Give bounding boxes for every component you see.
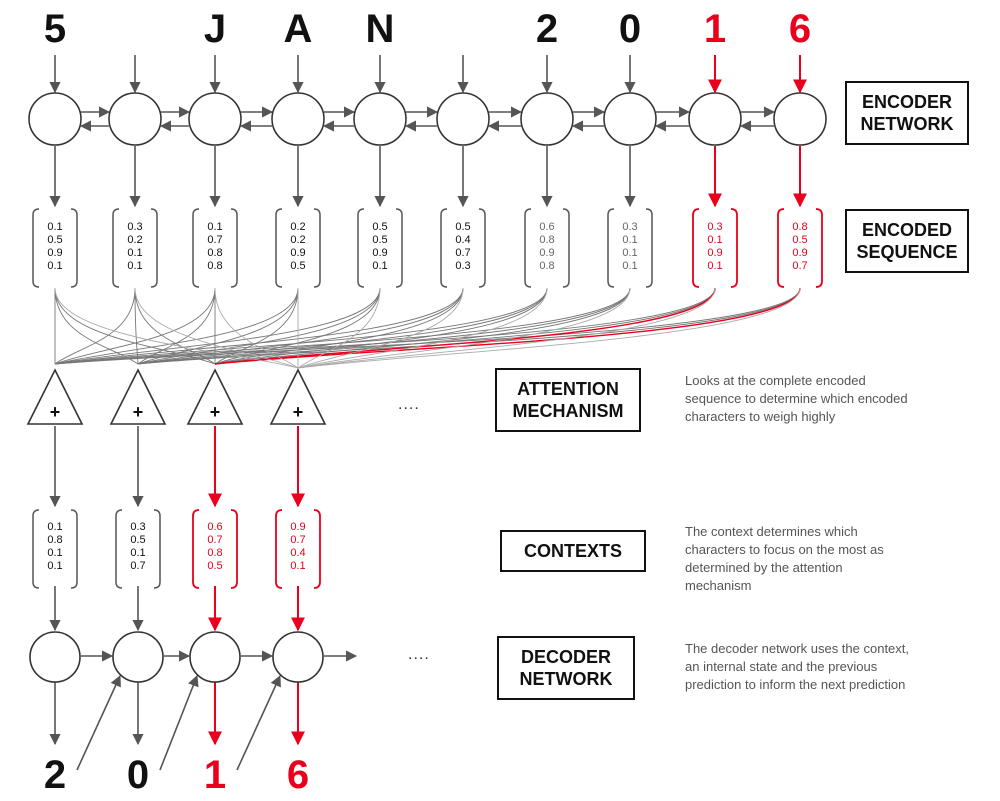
vector-value: 0.2	[290, 234, 306, 246]
attention-description	[685, 372, 975, 426]
output-char: 1	[203, 753, 227, 797]
vector-value: 0.1	[372, 260, 388, 272]
vector-value: 0.1	[47, 560, 63, 572]
vector-value: 0.1	[622, 234, 638, 246]
encoder-label-line-2: NETWORK	[860, 114, 954, 134]
vector-value: 0.9	[290, 521, 306, 533]
vector-value: 0.5	[47, 234, 63, 246]
decoder-description-line: The decoder network uses the context,	[685, 641, 910, 656]
attention-label-line-1: ATTENTION	[517, 379, 619, 399]
decoder-network-label	[497, 636, 635, 700]
vector-value: 0.8	[539, 260, 555, 272]
decoder-label-line-1: DECODER	[520, 647, 611, 667]
encoded-vector	[695, 221, 735, 273]
input-char: 0	[618, 7, 642, 51]
vector-value: 0.9	[792, 247, 808, 259]
vector-value: 0.3	[130, 521, 146, 533]
contexts-description-line: characters to focus on the most as	[685, 542, 884, 557]
vector-value: 0.4	[290, 547, 306, 559]
input-char: 2	[535, 7, 559, 51]
encoded-vector	[443, 221, 483, 273]
vector-value: 0.8	[47, 534, 63, 546]
decoder-node	[30, 632, 80, 682]
decoder-label-line-2: NETWORK	[519, 669, 613, 689]
vector-value: 0.8	[207, 260, 223, 272]
contexts-description-line: mechanism	[685, 578, 752, 593]
output-char: 2	[43, 753, 67, 797]
encoded-label-line-2: SEQUENCE	[856, 242, 958, 262]
output-char: 6	[286, 753, 310, 797]
vector-value: 0.5	[372, 234, 388, 246]
contexts-label-line-1: CONTEXTS	[523, 541, 622, 561]
vector-value: 0.1	[290, 560, 306, 572]
vector-value: 0.9	[372, 247, 388, 259]
vector-value: 0.5	[455, 221, 471, 233]
output-char: 0	[126, 753, 150, 797]
vector-value: 0.2	[127, 234, 143, 246]
encoded-vector	[610, 221, 650, 273]
contexts-description-line: The context determines which	[685, 524, 858, 539]
decoder-description-line: an internal state and the previous	[685, 659, 878, 674]
vector-value: 0.9	[290, 247, 306, 259]
attention-mechanism-label	[495, 368, 641, 432]
attention-weight-line	[298, 288, 630, 368]
vector-value: 0.5	[130, 534, 146, 546]
vector-value: 0.5	[207, 560, 223, 572]
encoded-vector	[195, 221, 235, 273]
encoded-label-line-1: ENCODED	[861, 220, 952, 240]
decoder-node	[190, 632, 240, 682]
vector-value: 0.3	[707, 221, 723, 233]
vector-value: 0.1	[47, 521, 63, 533]
input-char: 5	[43, 7, 67, 51]
context-vector	[195, 521, 235, 573]
attention-ellipsis: ....	[398, 396, 420, 413]
vector-value: 0.7	[290, 534, 306, 546]
encoder-label-line-1: ENCODER	[861, 92, 952, 112]
encoder-node	[29, 93, 81, 145]
vector-value: 0.7	[130, 560, 146, 572]
vector-value: 0.3	[455, 260, 471, 272]
contexts-label	[500, 530, 646, 572]
decoder-node	[273, 632, 323, 682]
context-vector	[278, 521, 318, 573]
plus-symbol: +	[49, 402, 61, 422]
encoded-vector	[780, 221, 820, 273]
input-char: A	[283, 7, 313, 51]
plus-symbol: +	[209, 402, 221, 422]
encoded-vector	[115, 221, 155, 273]
decoder-ellipsis: ....	[408, 646, 430, 663]
vector-value: 0.5	[372, 221, 388, 233]
vector-value: 0.4	[455, 234, 471, 246]
encoder-node	[604, 93, 656, 145]
encoder-node	[354, 93, 406, 145]
input-char: J	[203, 7, 227, 51]
attention-fan-lines	[55, 288, 800, 368]
input-char: 1	[703, 7, 727, 51]
encoder-node	[189, 93, 241, 145]
vector-value: 0.8	[207, 547, 223, 559]
vector-value: 0.5	[290, 260, 306, 272]
input-char: 6	[788, 7, 812, 51]
vector-value: 0.7	[455, 247, 471, 259]
vector-value: 0.1	[622, 260, 638, 272]
encoded-vector	[35, 221, 75, 273]
attention-description-line: Looks at the complete encoded	[685, 373, 866, 388]
plus-symbol: +	[292, 402, 304, 422]
encoded-vector	[527, 221, 567, 273]
contexts-description-line: determined by the attention	[685, 560, 843, 575]
encoder-node	[774, 93, 826, 145]
input-char: N	[365, 7, 395, 51]
context-vector	[35, 521, 75, 573]
vector-value: 0.1	[47, 221, 63, 233]
vector-value: 0.8	[792, 221, 808, 233]
vector-value: 0.1	[207, 221, 223, 233]
plus-symbol: +	[132, 402, 144, 422]
encoded-sequence-label	[845, 209, 969, 273]
encoder-node	[521, 93, 573, 145]
vector-value: 0.1	[707, 260, 723, 272]
attention-description-line: sequence to determine which encoded	[685, 391, 908, 406]
vector-value: 0.9	[707, 247, 723, 259]
vector-value: 0.1	[127, 247, 143, 259]
encoder-node	[109, 93, 161, 145]
encoder-node	[689, 93, 741, 145]
encoded-vector	[360, 221, 400, 273]
vector-value: 0.6	[207, 521, 223, 533]
vector-value: 0.1	[47, 260, 63, 272]
attention-description-line: characters to weigh highly	[685, 409, 836, 424]
decoder-node	[113, 632, 163, 682]
encoder-node	[272, 93, 324, 145]
decoder-description-line: prediction to inform the next prediction	[685, 677, 906, 692]
encoded-vector	[278, 221, 318, 273]
vector-value: 0.8	[207, 247, 223, 259]
vector-value: 0.1	[130, 547, 146, 559]
vector-value: 0.7	[207, 234, 223, 246]
vector-value: 0.8	[539, 234, 555, 246]
attention-label-line-2: MECHANISM	[512, 401, 624, 421]
vector-value: 0.1	[47, 547, 63, 559]
vector-value: 0.3	[622, 221, 638, 233]
vector-value: 0.1	[127, 260, 143, 272]
contexts-description	[685, 523, 975, 595]
vector-value: 0.3	[127, 221, 143, 233]
vector-value: 0.5	[792, 234, 808, 246]
vector-value: 0.7	[207, 534, 223, 546]
vector-value: 0.7	[792, 260, 808, 272]
vector-value: 0.2	[290, 221, 306, 233]
vector-value: 0.6	[539, 221, 555, 233]
decoder-description	[685, 640, 975, 694]
context-vector	[118, 521, 158, 573]
vector-value: 0.9	[47, 247, 63, 259]
encoder-network-label	[845, 81, 969, 145]
vector-value: 0.9	[539, 247, 555, 259]
vector-value: 0.1	[622, 247, 638, 259]
encoder-node	[437, 93, 489, 145]
vector-value: 0.1	[707, 234, 723, 246]
